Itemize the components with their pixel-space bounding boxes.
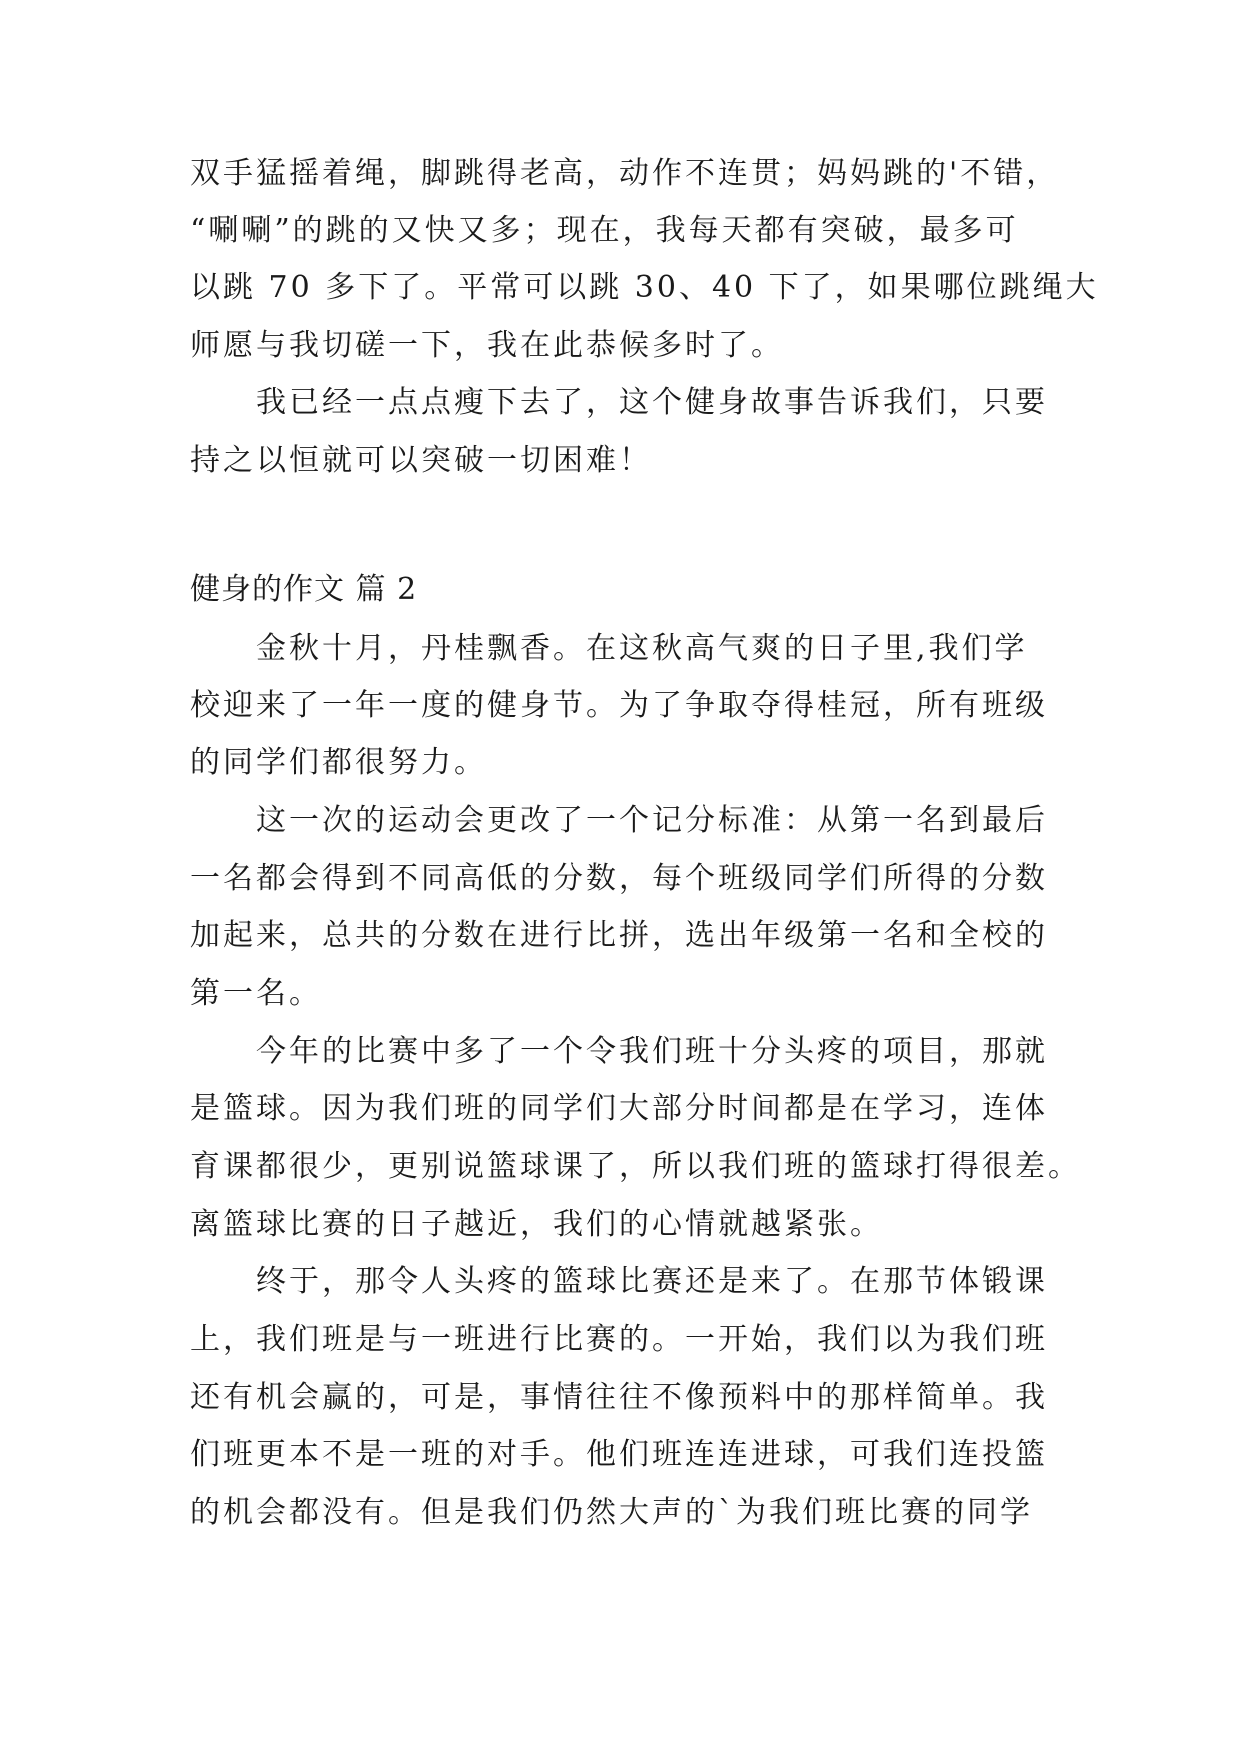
text-line: 上，我们班是与一班进行比赛的。一开始，我们以为我们班 — [190, 1322, 1048, 1357]
text-line: 终于，那令人头疼的篮球比赛还是来了。在那节体锻课 — [190, 1264, 1048, 1299]
text-line: 第一名。 — [190, 976, 322, 1011]
text-line: 双手猛摇着绳，脚跳得老高，动作不连贯；妈妈跳的'不错， — [190, 156, 1060, 191]
text-line: 这一次的运动会更改了一个记分标准：从第一名到最后 — [190, 803, 1048, 838]
section-heading: 健身的作文 篇 2 — [190, 572, 418, 607]
text-line: 育课都很少，更别说篮球课了，所以我们班的篮球打得很差。 — [190, 1149, 1081, 1184]
text-line: “唰唰”的跳的又快又多；现在，我每天都有突破，最多可 — [190, 213, 1019, 248]
text-line: 的同学们都很努力。 — [190, 745, 487, 780]
text-line: 加起来，总共的分数在进行比拼，选出年级第一名和全校的 — [190, 918, 1048, 953]
text-line: 以跳 70 多下了。平常可以跳 30、40 下了，如果哪位跳绳大 — [190, 270, 1099, 305]
text-line: 今年的比赛中多了一个令我们班十分头疼的项目，那就 — [190, 1034, 1048, 1069]
text-line: 还有机会赢的，可是，事情往往不像预料中的那样简单。我 — [190, 1380, 1048, 1415]
text-line: 我已经一点点瘦下去了，这个健身故事告诉我们，只要 — [190, 385, 1048, 420]
text-line: 金秋十月，丹桂飘香。在这秋高气爽的日子里,我们学 — [190, 631, 1028, 666]
text-line: 是篮球。因为我们班的同学们大部分时间都是在学习，连体 — [190, 1091, 1048, 1126]
text-line: 一名都会得到不同高低的分数，每个班级同学们所得的分数 — [190, 861, 1048, 896]
text-line: 校迎来了一年一度的健身节。为了争取夺得桂冠，所有班级 — [190, 688, 1048, 723]
text-line: 离篮球比赛的日子越近，我们的心情就越紧张。 — [190, 1207, 883, 1242]
text-line: 的机会都没有。但是我们仍然大声的`为我们班比赛的同学 — [190, 1495, 1033, 1530]
text-line: 持之以恒就可以突破一切困难！ — [190, 443, 652, 478]
text-line: 师愿与我切磋一下，我在此恭候多时了。 — [190, 328, 784, 363]
text-line: 们班更本不是一班的对手。他们班连连进球，可我们连投篮 — [190, 1437, 1048, 1472]
